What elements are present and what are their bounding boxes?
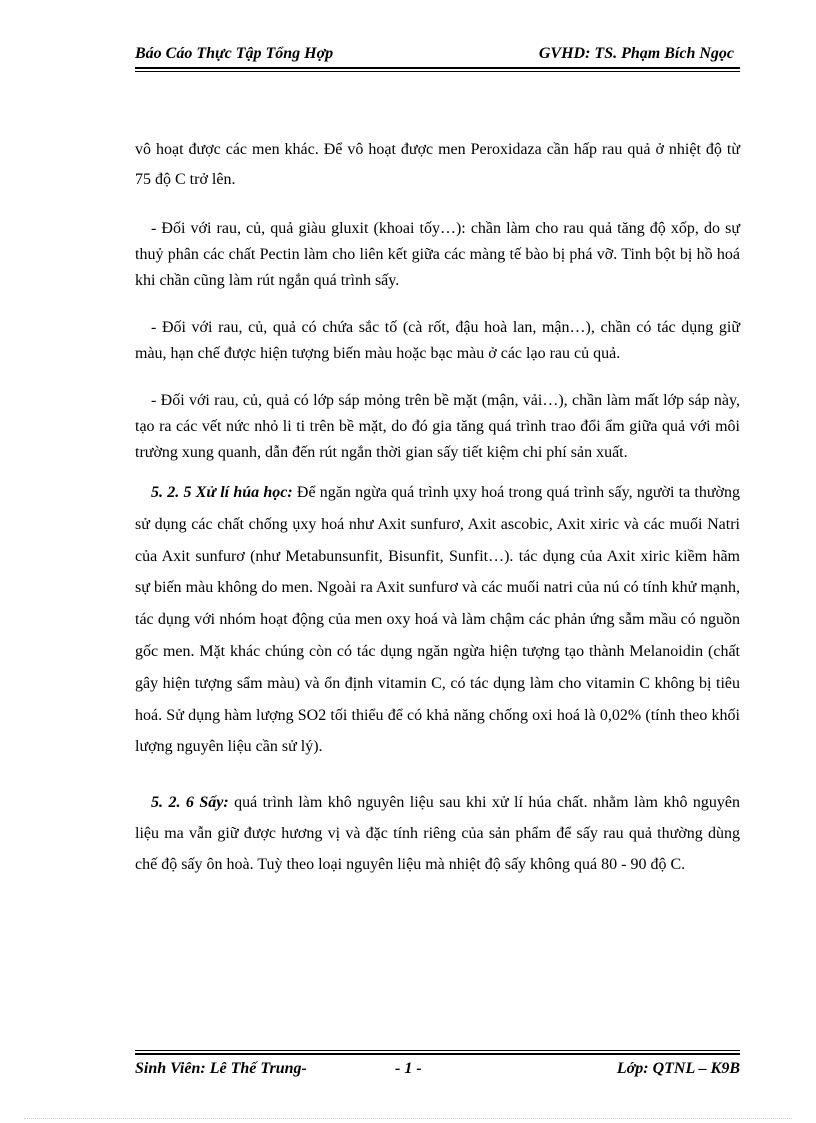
footer-student: Sinh Viên: Lê Thế Trung- — [135, 1060, 307, 1077]
paragraph-wax-layer: - Đối với rau, củ, quả có lớp sáp mỏng trên bề mặt (mận, vải…), chần làm mất lớp sáp này, tạo ra các vết nức nhỏ li ti trên bề mặt, do đó gia tăng quá trình trao đổi ẩm giữa quả với môi trường xung quanh, dẫn đến rút ngắn thời gian sấy tiết kiệm chi phí sản xuất. — [135, 392, 740, 461]
section-text-5-2-6: quá trình làm khô nguyên liệu sau khi xử lí húa chất. nhằm làm khô nguyên liệu ma vẫn giữ được hương vị và đặc tính riêng của sản phẩm để sấy rau quả thường dùng chế độ sấy ôn hoà. Tuỳ theo loại nguyên liệu mà nhiệt độ sấy không quá 80 - 90 độ C. — [135, 794, 741, 874]
footer-rule-thin — [135, 1050, 740, 1051]
header-rule-thin — [135, 71, 740, 72]
paragraph-pigment: - Đối với rau, củ, quả có chứa sắc tố (cà rốt, đậu hoà lan, mận…), chần có tác dụng giữ màu, hạn chế được hiện tượng biến màu hoặc bạc màu ở các lạo rau củ quả. — [135, 319, 740, 362]
paragraph-drying — [135, 787, 740, 880]
paragraph-chemical-treatment — [135, 477, 740, 763]
header-supervisor: GVHD: TS. Phạm Bích Ngọc — [538, 45, 734, 62]
page-body — [135, 135, 740, 880]
page-header — [135, 43, 740, 70]
page-edge-divider — [24, 1118, 792, 1119]
paragraph-1: vô hoạt được các men khác. Để vô hoạt được men Peroxidaza cần hấp rau quả ở nhiệt độ từ 75 độ C trở lên. — [135, 141, 740, 188]
footer-rule-thick — [135, 1053, 740, 1055]
header-rule-thick — [135, 67, 740, 69]
footer-class: Lớp: QTNL – K9B — [616, 1060, 740, 1077]
paragraph-gluxit: - Đối với rau, củ, quả giàu gluxit (khoai tốy…): chần làm cho rau quả tăng độ xốp, do sự thuỷ phân các chất Pectin làm cho liên kết giữa các màng tế bào bị phá vỡ. Tinh bột bị hồ hoá khi chần cũng làm rút ngắn quá trình sấy. — [135, 220, 740, 289]
page-footer — [135, 1050, 740, 1080]
header-report-title: Báo Cáo Thực Tập Tổng Hợp — [135, 45, 334, 62]
page-number: - 1 - — [395, 1060, 422, 1077]
section-text-5-2-5: Để ngăn ngừa quá trình ụxy hoá trong quá trình sấy, người ta thường sử dụng các chất chống ụxy hoá như Axit sunfurơ, Axit ascobic, Axit xiric và các muối Natri của Axit sunfurơ (như Metabunsunfit, Bisunfit, Sunfit…). tác dụng của Axit xiric kiềm hãm sự biến màu không do men. Ngoài ra Axit sunfurơ và các muối natri của nú có tính khử mạnh, tác dụng với nhóm hoạt động của men oxy hoá và làm chậm các phản ứng sẫm mầu có nguồn gốc men. Mặt khác chúng còn có tác dụng ngăn ngừa hiện tượng tạo thành Melanoidin (chất gây hiện tượng sẩm màu) và ổn định vitamin C, có tác dụng làm cho vitamin C không bị tiêu hoá. Sử dụng hàm lượng SO2 tối thiểu để có khả năng chống oxi hoá là 0,02% (tính theo khối lượng nguyên liệu cần sử lý). — [135, 484, 740, 756]
section-heading-5-2-6: 5. 2. 6 Sấy: — [151, 794, 229, 812]
section-heading-5-2-5: 5. 2. 5 Xử lí húa học: — [151, 484, 293, 501]
